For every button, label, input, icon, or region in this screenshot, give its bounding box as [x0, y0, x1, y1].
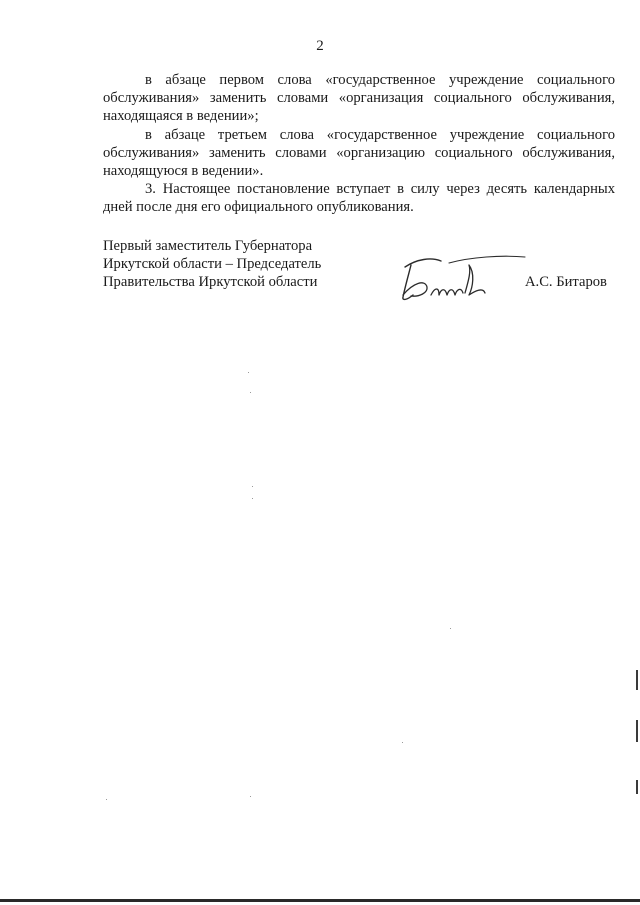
- scan-edge-mark: [636, 720, 638, 742]
- signer-title-line: Правительства Иркутской области: [103, 274, 318, 291]
- scan-edge-mark: [636, 670, 638, 690]
- signer-title: [103, 237, 363, 292]
- handwritten-signature-icon: [391, 243, 541, 303]
- scan-speck: [252, 498, 253, 499]
- scan-speck: [402, 742, 403, 743]
- scan-speck: [450, 628, 451, 629]
- signature-block: [103, 237, 615, 297]
- document-body: [103, 71, 615, 217]
- signer-title-line: Первый заместитель Губернатора: [103, 238, 313, 254]
- paragraph-effective-date: 3. Настоящее постановление вступает в силу через десять календарных дней после дня его официального опубликования.: [103, 181, 615, 216]
- scan-speck: [250, 392, 251, 393]
- scan-speck: [250, 796, 251, 797]
- signer-title-line: Иркутской области – Председатель: [103, 256, 322, 273]
- scan-speck: [252, 486, 253, 487]
- signer-name: А.С. Битаров: [525, 274, 607, 290]
- page-number: 2: [316, 38, 324, 54]
- scan-speck: [248, 372, 249, 373]
- page-bottom-border: [0, 899, 640, 902]
- scan-speck: [106, 799, 107, 800]
- scan-edge-mark: [636, 780, 638, 794]
- paragraph-amendment-first: в абзаце первом слова «государственное учреждение социального обслуживания» заменить словами «организация социального обслуживания, находящаяся в ведении»;: [103, 72, 615, 125]
- paragraph-amendment-third: в абзаце третьем слова «государственное учреждение социального обслуживания» заменить словами «организацию социального обслуживания, находящуюся в ведении».: [103, 126, 615, 180]
